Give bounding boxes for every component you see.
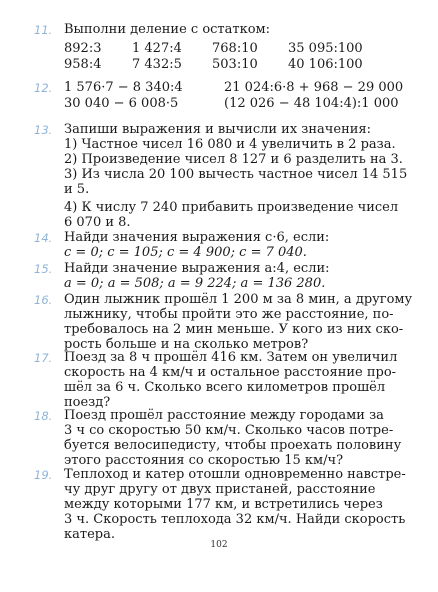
problem-line: между которыми 177 км, и встретились через <box>64 497 383 512</box>
problem-line: 3 ч. Скорость теплохода 32 км/ч. Найди скорость <box>64 512 406 527</box>
problem-line: 4) К числу 7 240 прибавить произведение чисел <box>64 200 399 215</box>
problem-line: буется велосипедисту, чтобы проехать половину <box>64 438 402 453</box>
expression: 892:3 <box>64 41 102 56</box>
problem-line: 2) Произведение чисел 8 127 и 6 разделить на 3. <box>64 152 403 167</box>
problem-line: a = 0; a = 508; a = 9 224; a = 136 280. <box>64 276 326 291</box>
expression: 1 427:4 <box>132 41 182 56</box>
problem-number: 11. <box>34 23 53 37</box>
problem-line: 1) Частное чисел 16 080 и 4 увеличить в 2 раза. <box>64 137 396 152</box>
problem-line: скорость на 4 км/ч и остальное расстояние про- <box>64 365 397 380</box>
problem-line: 3 ч со скоростью 50 км/ч. Сколько часов потре- <box>64 423 394 438</box>
problem-number: 13. <box>34 123 53 137</box>
problem-number: 12. <box>34 81 53 95</box>
expression: 35 095:100 <box>288 41 363 56</box>
problem-line: требовалось на 2 мин меньше. У кого из них ско- <box>64 322 404 337</box>
problem-line: Поезд прошёл расстояние между городами за <box>64 408 384 423</box>
expression: (12 026 − 48 104:4):1 000 <box>224 96 399 111</box>
problem-line: шёл за 6 ч. Сколько всего километров прошёл <box>64 380 386 395</box>
problem-number: 19. <box>34 468 53 482</box>
expression: 503:10 <box>212 57 258 72</box>
expression: 21 024:6·8 + 968 − 29 000 <box>224 80 404 95</box>
problem-line: Поезд за 8 ч прошёл 416 км. Затем он увеличил <box>64 350 398 365</box>
problem-line: этого расстояния со скоростью 15 км/ч? <box>64 453 344 468</box>
problem-line: чу друг другу от двух пристаней, расстояние <box>64 482 376 497</box>
problem-number: 14. <box>34 231 53 245</box>
expression: 958:4 <box>64 57 102 72</box>
problem-line: Теплоход и катер отошли одновременно навстре- <box>64 467 406 482</box>
problem-line: Один лыжник прошёл 1 200 м за 8 мин, а другому <box>64 292 413 307</box>
problem-line: и 5. <box>64 182 90 197</box>
page-number: 102 <box>210 540 228 550</box>
problem-line: Найди значения выражения c·6, если: <box>64 230 330 245</box>
problem-line: поезд? <box>64 395 111 410</box>
expression: 30 040 − 6 008·5 <box>64 96 179 111</box>
problem-number: 17. <box>34 351 53 365</box>
problem-line: лыжнику, чтобы пройти это же расстояние, по- <box>64 307 394 322</box>
expression: 7 432:5 <box>132 57 182 72</box>
problem-line: Запиши выражения и вычисли их значения: <box>64 122 372 137</box>
expression: 768:10 <box>212 41 258 56</box>
problem-line: катера. <box>64 527 115 542</box>
problem-line: рость больше и на сколько метров? <box>64 337 309 352</box>
problem-line: 6 070 и 8. <box>64 215 131 230</box>
expression: 40 106:100 <box>288 57 363 72</box>
problem-line: c = 0; c = 105; c = 4 900; c = 7 040. <box>64 245 307 260</box>
problem-line: Найди значение выражения a:4, если: <box>64 261 330 276</box>
problem-number: 15. <box>34 262 53 276</box>
problem-number: 16. <box>34 293 53 307</box>
problem-number: 18. <box>34 409 53 423</box>
problem-line: 3) Из числа 20 100 вычесть частное чисел 14 515 <box>64 167 408 182</box>
problem-title: Выполни деление с остатком: <box>64 22 271 37</box>
expression: 1 576·7 − 8 340:4 <box>64 80 183 95</box>
